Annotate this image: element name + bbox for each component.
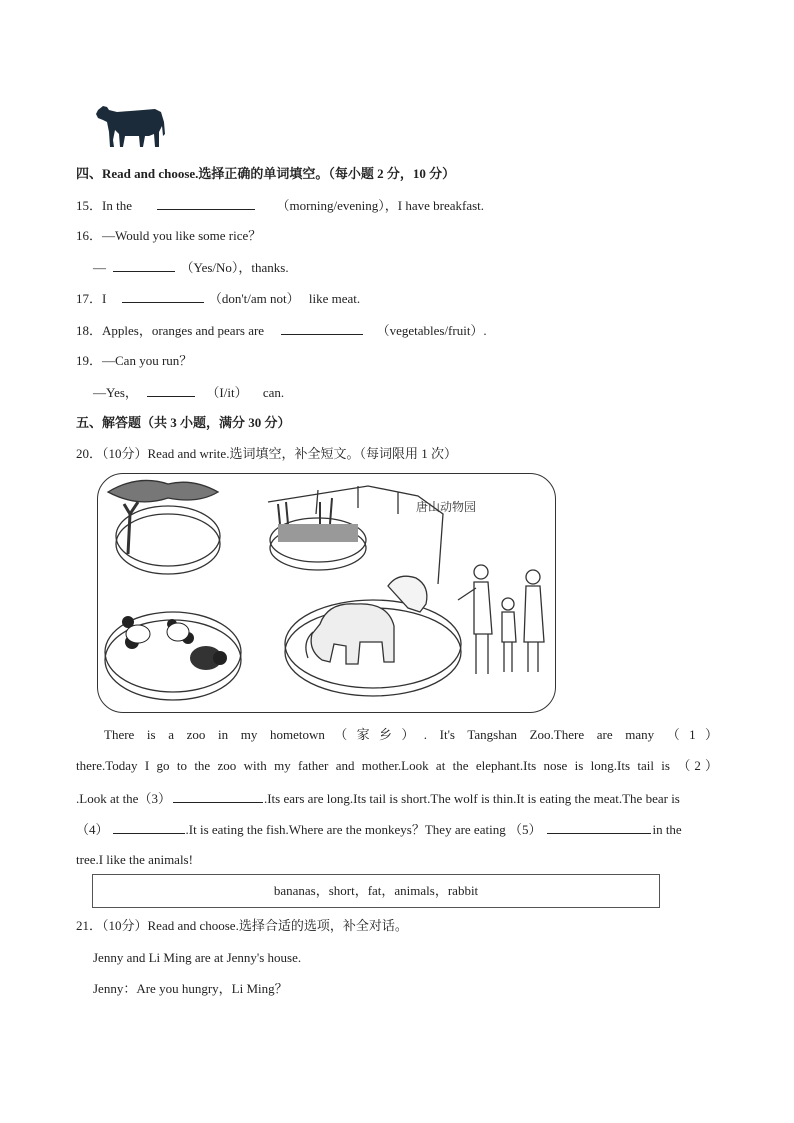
question-18 (76, 322, 487, 339)
question-21-title: 21．（10分）Read and choose.选择合适的选项，补全对话。 (76, 918, 408, 933)
q19-blank[interactable] (147, 384, 195, 397)
word-box: bananas，short，fat，animals，rabbit (92, 874, 660, 908)
q17-blank[interactable] (122, 290, 204, 303)
q19-suffix: can. (262, 385, 285, 400)
question-16: 16．—Would you like some rice？ (76, 228, 262, 243)
passage-line-3 (76, 790, 718, 807)
question-17 (76, 290, 360, 307)
passage-line-2: there.Today I go to the zoo with my father and mother.Look at the elephant.Its nose is long.Its tail is （2） (76, 758, 718, 773)
blank-5[interactable] (547, 821, 651, 834)
zoo-sign-text: 唐山动物园 (416, 500, 477, 514)
section4-title: 四、Read and choose.选择正确的单词填空。（每小题 2 分，10 分） (76, 166, 456, 181)
passage-4-end: in the (652, 822, 682, 837)
q15-blank[interactable] (157, 197, 255, 210)
q17-hint: （don't/am not） (208, 291, 300, 306)
q18-hint: （vegetables/fruit）. (376, 323, 487, 338)
q16-blank[interactable] (113, 259, 175, 272)
passage-4-start: （4） (76, 822, 109, 837)
cow-icon (95, 100, 169, 150)
q21-line-1: Jenny and Li Ming are at Jenny's house. (93, 950, 302, 965)
q21-line-2: Jenny：Are you hungry，Li Ming？ (93, 981, 288, 996)
question-20-title: 20．（10分）Read and write.选词填空，补全短文。（每词限用 1 次） (76, 446, 457, 461)
passage-line-1: There is a zoo in my hometown（家乡）. It's Tangshan Zoo.There are many （1） (104, 727, 718, 742)
q16-dash: — (93, 260, 106, 275)
passage-3-end: .Its ears are long.Its tail is short.The wolf is thin.It is eating the meat.The bear is (263, 791, 680, 806)
passage-3-start: .Look at the（3） (76, 791, 171, 806)
blank-4[interactable] (113, 821, 185, 834)
q16-hint: （Yes/No），thanks. (180, 260, 289, 275)
q17-suffix: like meat. (308, 291, 361, 306)
q18-prefix: 18．Apples，oranges and pears are (76, 323, 265, 338)
question-19-answer (93, 384, 284, 401)
passage-line-4 (76, 821, 718, 838)
section5-title: 五、解答题（共 3 小题，满分 30 分） (76, 415, 291, 430)
q15-hint: （morning/evening），I have breakfast. (276, 198, 485, 213)
zoo-drawing (98, 474, 556, 713)
question-19: 19．—Can you run？ (76, 353, 193, 368)
q19-hint: （I/it） (206, 385, 248, 400)
q17-prefix: 17．I (76, 291, 107, 306)
blank-3[interactable] (173, 790, 263, 803)
zoo-illustration (97, 473, 556, 713)
passage-line-5: tree.I like the animals! (76, 852, 193, 867)
question-16-answer (93, 259, 289, 276)
q15-prefix: 15．In the (76, 198, 132, 213)
question-15 (76, 197, 484, 214)
passage-4-mid: .It is eating the fish.Where are the monkeys？They are eating （5） (185, 822, 542, 837)
q18-blank[interactable] (281, 322, 363, 335)
q19-prefix: —Yes， (93, 385, 138, 400)
